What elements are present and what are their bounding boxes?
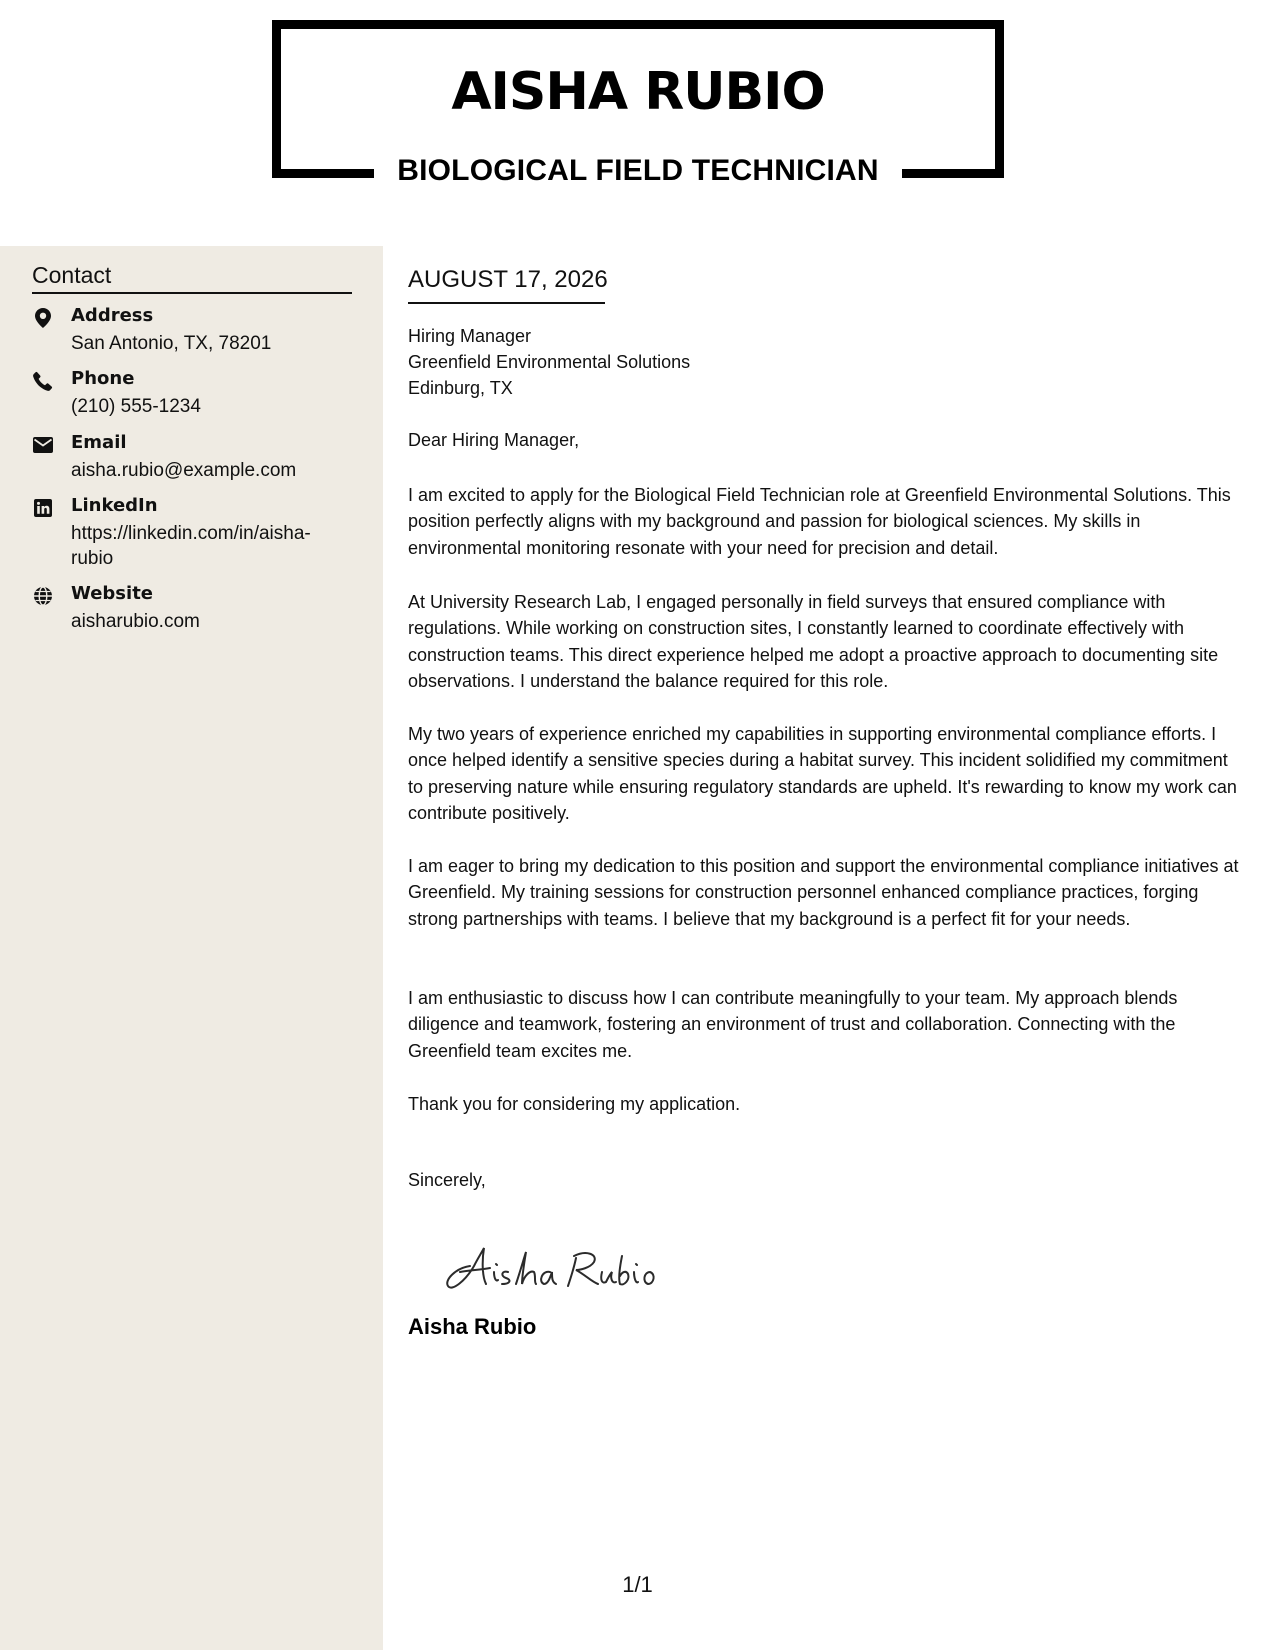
envelope-icon [32,434,54,456]
body-paragraph: I am excited to apply for the Biological Field Technician role at Greenfield Environmental Solutions. This position perfectly aligns with my background and passion for biological sciences. My skills in environmental monitoring resonate with your need for precision and detail. [408,485,1231,558]
contact-label: Address [71,305,154,326]
contact-label: Website [71,583,154,604]
date-rule [408,302,605,304]
recipient-block [408,323,690,401]
signer-name: Aisha Rubio [408,1314,537,1339]
contact-value: aisha.rubio@example.com [71,460,297,481]
recipient-line: Edinburg, TX [408,378,513,398]
contact-heading-rule [32,292,352,294]
contact-label: Email [71,432,127,453]
map-pin-icon [32,307,54,329]
contact-value: https://linkedin.com/in/aisha-rubio [71,523,311,569]
contact-label: Phone [71,368,135,389]
body-paragraph: My two years of experience enriched my capabilities in supporting environmental compliance efforts. I once helped identify a sensitive species during a habitat survey. This incident solidified my commitment to preserving nature while ensuring regulatory standards are upheld. It's rewarding to know my work can contribute positively. [408,724,1237,824]
globe-icon [32,585,54,607]
contact-value: aisharubio.com [71,611,200,632]
body-paragraph: I am enthusiastic to discuss how I can contribute meaningfully to your team. My approach blends diligence and teamwork, fostering an environment of trust and collaboration. Connecting with the Greenfield team excites me. [408,988,1178,1061]
handwritten-signature [436,1228,676,1298]
body-paragraph: Thank you for considering my application. [408,1094,741,1114]
contact-heading: Contact [32,262,112,288]
letter-date: AUGUST 17, 2026 [408,266,608,293]
contact-value: (210) 555-1234 [71,396,201,417]
phone-icon [32,370,54,392]
recipient-line: Greenfield Environmental Solutions [408,352,691,372]
contact-label: LinkedIn [71,495,158,516]
contact-value: San Antonio, TX, 78201 [71,333,272,354]
job-title: BIOLOGICAL FIELD TECHNICIAN [397,154,879,187]
applicant-name: AISHA RUBIO [451,62,825,122]
contact-sidebar [0,246,383,1650]
body-paragraph: At University Research Lab, I engaged personally in field surveys that ensured compliance with regulations. While working on construction sites, I constantly learned to coordinate effectively with construction teams. This direct experience helped me adopt a proactive approach to documenting site observations. I understand the balance required for this role. [408,592,1219,692]
linkedin-icon [32,497,54,519]
header-frame-bottom-left [272,169,374,178]
body-paragraph: I am eager to bring my dedication to this position and support the environmental compliance initiatives at Greenfield. My training sessions for construction personnel enhanced compliance practices, forging strong partnerships with teams. I believe that my background is a perfect fit for your needs. [408,856,1239,929]
page-number: 1/1 [622,1572,653,1597]
header-frame-top [272,20,1004,29]
closing: Sincerely, [408,1170,486,1190]
greeting: Dear Hiring Manager, [408,430,580,450]
recipient-line: Hiring Manager [408,326,532,346]
header-frame-bottom-right [902,169,1004,178]
